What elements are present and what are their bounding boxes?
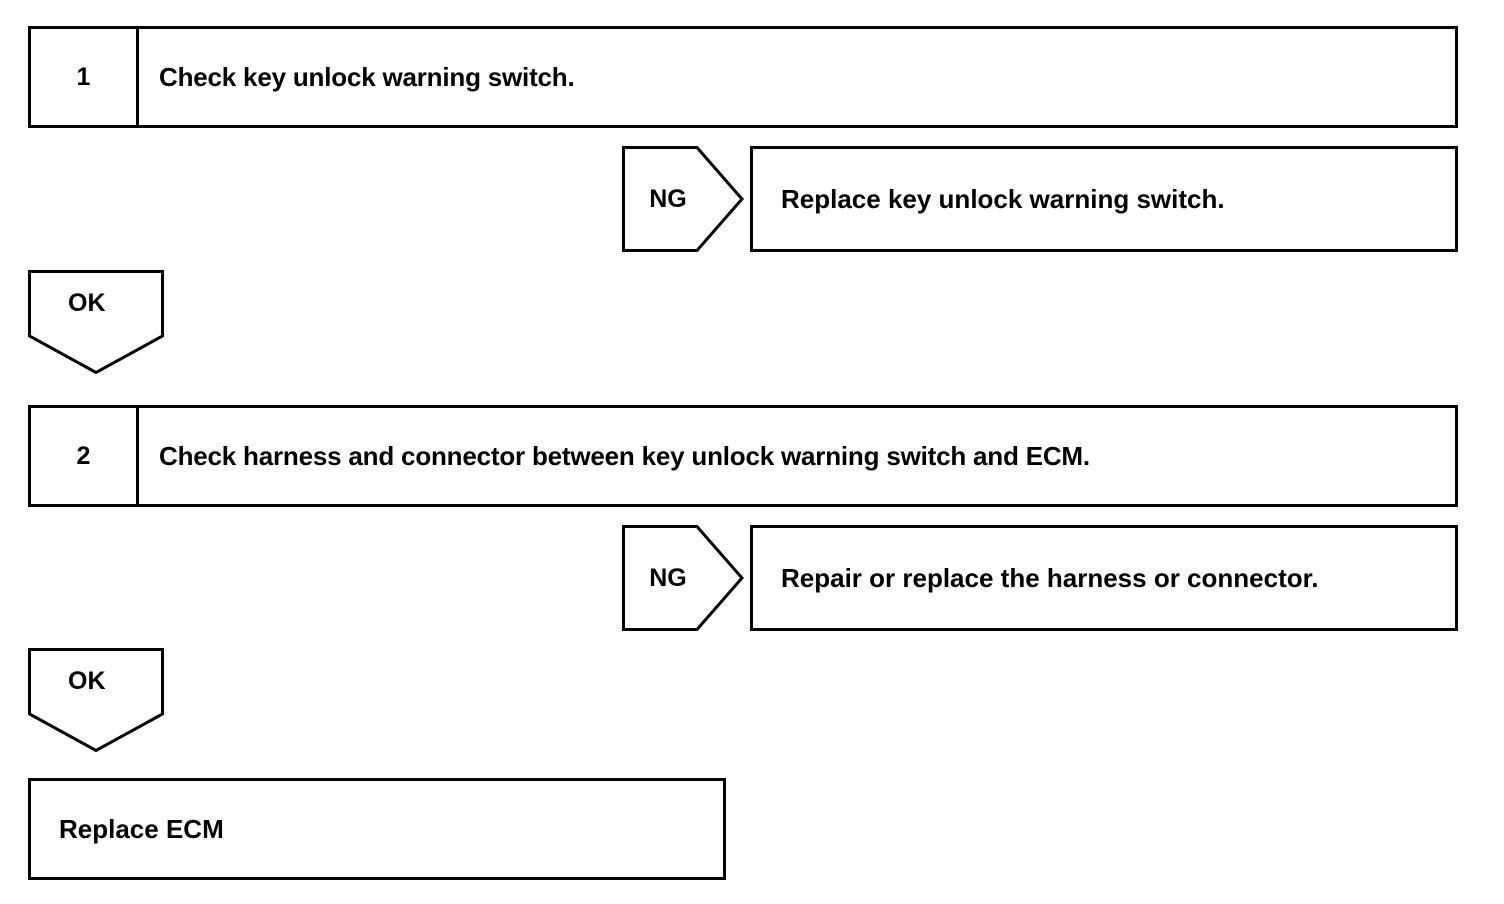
step-text-1: Check key unlock warning switch. [159,61,575,92]
ok-label-2: OK [68,666,106,695]
ng-arrow-1 [622,146,744,252]
step-box-2 [28,405,1458,507]
step-number-2: 2 [31,408,139,504]
ok-arrow-2 [28,648,164,752]
step-number-1: 1 [31,29,139,125]
ng-label-2: NG [649,563,687,592]
ng-arrow-2 [622,525,744,631]
ng-result-box-2: Repair or replace the harness or connector. [750,525,1458,631]
final-result-box: Replace ECM [28,778,726,880]
step-text-2: Check harness and connector between key unlock warning switch and ECM. [159,440,1090,471]
ng-label-1: NG [649,184,687,213]
ng-result-box-1: Replace key unlock warning switch. [750,146,1458,252]
ok-arrow-1 [28,270,164,374]
ok-label-1: OK [68,288,106,317]
step-box-1 [28,26,1458,128]
